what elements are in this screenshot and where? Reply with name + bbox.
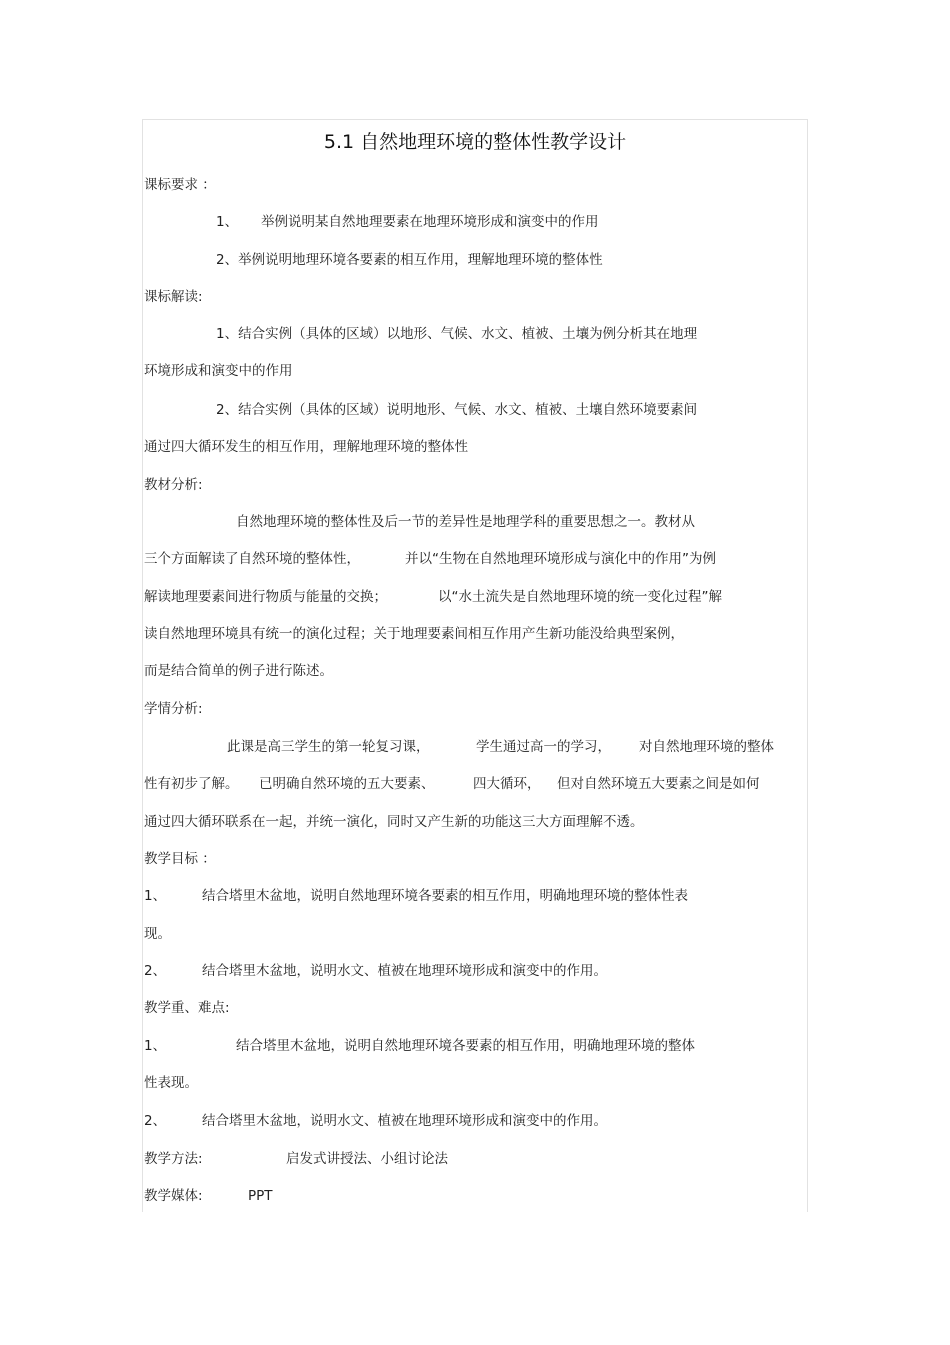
textbook-line1: 自然地理环境的整体性及后一节的差异性是地理学科的重要思想之一。教材从	[236, 514, 695, 530]
students-line1c: 对自然地理环境的整体	[639, 739, 774, 755]
key-point-1-cont: 性表现。	[144, 1075, 198, 1091]
requirement-1-number: 1、	[216, 214, 239, 230]
students-line1a: 此课是高三学生的第一轮复习课，	[227, 739, 430, 755]
textbook-line3a: 解读地理要素间进行物质与能量的交换；	[144, 589, 387, 605]
students-heading: 学情分析:	[144, 701, 203, 717]
objective-1-cont: 现。	[144, 926, 171, 942]
students-line1b: 学生通过高一的学习，	[476, 739, 611, 755]
objectives-heading: 教学目标 ：	[144, 851, 216, 867]
key-point-2-text: 结合塔里木盆地，说明水文、植被在地理环境形成和演变中的作用。	[202, 1113, 607, 1129]
textbook-line4: 读自然地理环境具有统一的演化过程；关于地理要素间相互作用产生新功能没给典型案例，	[144, 626, 684, 642]
interpretation-heading: 课标解读:	[144, 289, 203, 305]
media-value: PPT	[248, 1188, 273, 1204]
textbook-line5: 而是结合简单的例子进行陈述。	[144, 663, 333, 679]
students-line2a: 性有初步了解。	[144, 776, 239, 792]
objective-2-text: 结合塔里木盆地，说明水文、植被在地理环境形成和演变中的作用。	[202, 963, 607, 979]
page-title: 5.1 自然地理环境的整体性教学设计	[323, 131, 627, 153]
media-label: 教学媒体:	[144, 1188, 203, 1204]
methods-value: 启发式讲授法、小组讨论法	[286, 1151, 448, 1167]
textbook-line2a: 三个方面解读了自然环境的整体性，	[144, 551, 360, 567]
key-point-2-number: 2、	[144, 1113, 167, 1129]
objective-1-text: 结合塔里木盆地，说明自然地理环境各要素的相互作用，明确地理环境的整体性表	[202, 888, 688, 904]
students-line3: 通过四大循环联系在一起，并统一演化，同时又产生新的功能这三大方面理解不透。	[144, 814, 644, 830]
students-line2b: 已明确自然环境的五大要素、	[259, 776, 435, 792]
interpretation-1-line2: 环境形成和演变中的作用	[144, 363, 293, 379]
requirements-heading: 课标要求 ：	[144, 177, 216, 193]
key-points-heading: 教学重、难点:	[144, 1000, 230, 1016]
students-line2c: 四大循环，	[473, 776, 541, 792]
interpretation-2-line2: 通过四大循环发生的相互作用，理解地理环境的整体性	[144, 439, 468, 455]
key-point-1-text: 结合塔里木盆地，说明自然地理环境各要素的相互作用，明确地理环境的整体	[236, 1038, 695, 1054]
interpretation-1-line1: 1、结合实例（具体的区域）以地形、气候、水文、植被、土壤为例分析其在地理	[216, 326, 698, 342]
students-line2d: 但对自然环境五大要素之间是如何	[557, 776, 760, 792]
key-point-1-number: 1、	[144, 1038, 167, 1054]
interpretation-2-line1: 2、结合实例（具体的区域）说明地形、气候、水文、植被、土壤自然环境要素间	[216, 402, 698, 418]
objective-2-number: 2、	[144, 963, 167, 979]
textbook-heading: 教材分析:	[144, 477, 203, 493]
methods-label: 教学方法:	[144, 1151, 203, 1167]
textbook-line2b: 并以“生物在自然地理环境形成与演化中的作用”为例	[405, 551, 716, 567]
objective-1-number: 1、	[144, 888, 167, 904]
textbook-line3b: 以“水土流失是自然地理环境的统一变化过程”解	[438, 589, 722, 605]
requirement-2: 2、举例说明地理环境各要素的相互作用，理解地理环境的整体性	[216, 252, 603, 268]
requirement-1-text: 举例说明某自然地理要素在地理环境形成和演变中的作用	[261, 214, 599, 230]
